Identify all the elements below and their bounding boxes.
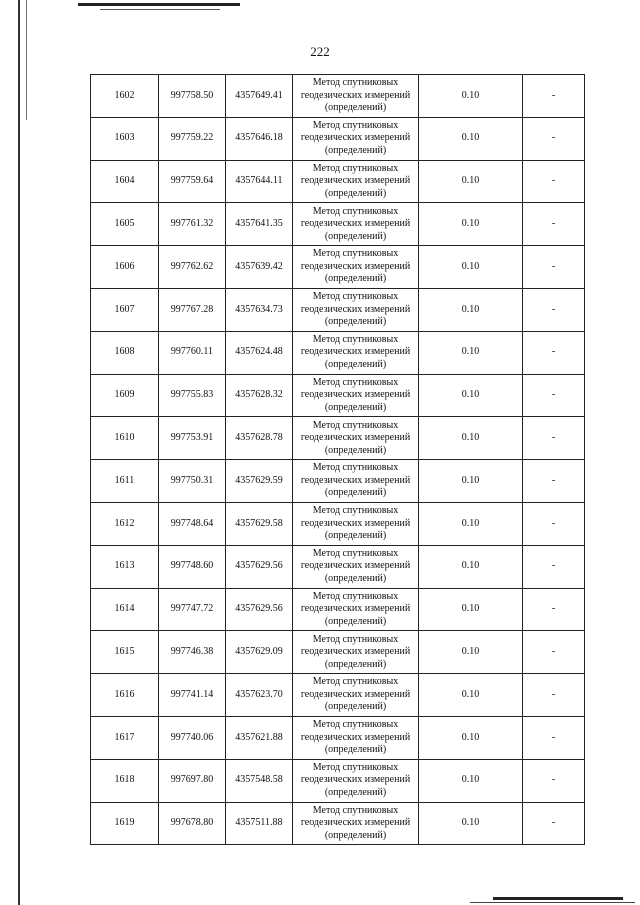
x-coordinate-cell: 997747.72 bbox=[159, 588, 226, 631]
accuracy-cell: 0.10 bbox=[419, 545, 523, 588]
x-coordinate-cell: 997753.91 bbox=[159, 417, 226, 460]
note-cell: - bbox=[523, 716, 585, 759]
method-cell: Метод спутниковых геодезических измерений (определений) bbox=[293, 331, 419, 374]
method-cell: Метод спутниковых геодезических измерений (определений) bbox=[293, 117, 419, 160]
y-coordinate-cell: 4357649.41 bbox=[226, 75, 293, 118]
method-cell: Метод спутниковых геодезических измерений (определений) bbox=[293, 160, 419, 203]
table-row bbox=[91, 331, 585, 374]
note-cell: - bbox=[523, 374, 585, 417]
x-coordinate-cell: 997762.62 bbox=[159, 246, 226, 289]
y-coordinate-cell: 4357629.56 bbox=[226, 588, 293, 631]
method-cell: Метод спутниковых геодезических измерений (определений) bbox=[293, 417, 419, 460]
method-cell: Метод спутниковых геодезических измерений (определений) bbox=[293, 374, 419, 417]
scan-edge-left-thin bbox=[26, 0, 27, 120]
x-coordinate-cell: 997740.06 bbox=[159, 716, 226, 759]
table-row bbox=[91, 759, 585, 802]
y-coordinate-cell: 4357641.35 bbox=[226, 203, 293, 246]
y-coordinate-cell: 4357629.56 bbox=[226, 545, 293, 588]
method-cell: Метод спутниковых геодезических измерений (определений) bbox=[293, 460, 419, 503]
point-number-cell: 1614 bbox=[91, 588, 159, 631]
note-cell: - bbox=[523, 246, 585, 289]
point-number-cell: 1616 bbox=[91, 674, 159, 717]
note-cell: - bbox=[523, 288, 585, 331]
accuracy-cell: 0.10 bbox=[419, 417, 523, 460]
table-row bbox=[91, 545, 585, 588]
y-coordinate-cell: 4357629.58 bbox=[226, 502, 293, 545]
note-cell: - bbox=[523, 545, 585, 588]
note-cell: - bbox=[523, 460, 585, 503]
y-coordinate-cell: 4357644.11 bbox=[226, 160, 293, 203]
x-coordinate-cell: 997678.80 bbox=[159, 802, 226, 845]
note-cell: - bbox=[523, 331, 585, 374]
table-body bbox=[91, 75, 585, 845]
method-cell: Метод спутниковых геодезических измерений (определений) bbox=[293, 203, 419, 246]
scan-edge-top-thin bbox=[100, 9, 220, 10]
accuracy-cell: 0.10 bbox=[419, 288, 523, 331]
y-coordinate-cell: 4357639.42 bbox=[226, 246, 293, 289]
y-coordinate-cell: 4357628.78 bbox=[226, 417, 293, 460]
point-number-cell: 1609 bbox=[91, 374, 159, 417]
note-cell: - bbox=[523, 75, 585, 118]
scan-edge-left bbox=[18, 0, 20, 905]
note-cell: - bbox=[523, 588, 585, 631]
x-coordinate-cell: 997759.22 bbox=[159, 117, 226, 160]
point-number-cell: 1618 bbox=[91, 759, 159, 802]
note-cell: - bbox=[523, 160, 585, 203]
table-row bbox=[91, 203, 585, 246]
point-number-cell: 1603 bbox=[91, 117, 159, 160]
point-number-cell: 1605 bbox=[91, 203, 159, 246]
x-coordinate-cell: 997755.83 bbox=[159, 374, 226, 417]
y-coordinate-cell: 4357621.88 bbox=[226, 716, 293, 759]
point-number-cell: 1602 bbox=[91, 75, 159, 118]
accuracy-cell: 0.10 bbox=[419, 716, 523, 759]
x-coordinate-cell: 997759.64 bbox=[159, 160, 226, 203]
point-number-cell: 1619 bbox=[91, 802, 159, 845]
y-coordinate-cell: 4357624.48 bbox=[226, 331, 293, 374]
x-coordinate-cell: 997741.14 bbox=[159, 674, 226, 717]
method-cell: Метод спутниковых геодезических измерений (определений) bbox=[293, 802, 419, 845]
note-cell: - bbox=[523, 759, 585, 802]
x-coordinate-cell: 997748.64 bbox=[159, 502, 226, 545]
method-cell: Метод спутниковых геодезических измерений (определений) bbox=[293, 288, 419, 331]
x-coordinate-cell: 997746.38 bbox=[159, 631, 226, 674]
point-number-cell: 1610 bbox=[91, 417, 159, 460]
table-row bbox=[91, 374, 585, 417]
y-coordinate-cell: 4357634.73 bbox=[226, 288, 293, 331]
y-coordinate-cell: 4357511.88 bbox=[226, 802, 293, 845]
accuracy-cell: 0.10 bbox=[419, 331, 523, 374]
x-coordinate-cell: 997760.11 bbox=[159, 331, 226, 374]
coordinates-table bbox=[90, 74, 585, 845]
method-cell: Метод спутниковых геодезических измерений (определений) bbox=[293, 502, 419, 545]
point-number-cell: 1612 bbox=[91, 502, 159, 545]
accuracy-cell: 0.10 bbox=[419, 759, 523, 802]
point-number-cell: 1617 bbox=[91, 716, 159, 759]
accuracy-cell: 0.10 bbox=[419, 203, 523, 246]
point-number-cell: 1604 bbox=[91, 160, 159, 203]
method-cell: Метод спутниковых геодезических измерений (определений) bbox=[293, 716, 419, 759]
table-row bbox=[91, 246, 585, 289]
x-coordinate-cell: 997758.50 bbox=[159, 75, 226, 118]
note-cell: - bbox=[523, 117, 585, 160]
accuracy-cell: 0.10 bbox=[419, 674, 523, 717]
accuracy-cell: 0.10 bbox=[419, 631, 523, 674]
table-row bbox=[91, 75, 585, 118]
point-number-cell: 1608 bbox=[91, 331, 159, 374]
x-coordinate-cell: 997767.28 bbox=[159, 288, 226, 331]
table-row bbox=[91, 288, 585, 331]
y-coordinate-cell: 4357623.70 bbox=[226, 674, 293, 717]
method-cell: Метод спутниковых геодезических измерений (определений) bbox=[293, 588, 419, 631]
table-row bbox=[91, 502, 585, 545]
method-cell: Метод спутниковых геодезических измерений (определений) bbox=[293, 759, 419, 802]
table-row bbox=[91, 588, 585, 631]
method-cell: Метод спутниковых геодезических измерений (определений) bbox=[293, 75, 419, 118]
x-coordinate-cell: 997761.32 bbox=[159, 203, 226, 246]
method-cell: Метод спутниковых геодезических измерений (определений) bbox=[293, 545, 419, 588]
y-coordinate-cell: 4357629.59 bbox=[226, 460, 293, 503]
table-row bbox=[91, 631, 585, 674]
table-row bbox=[91, 117, 585, 160]
accuracy-cell: 0.10 bbox=[419, 374, 523, 417]
y-coordinate-cell: 4357629.09 bbox=[226, 631, 293, 674]
scan-edge-bottom bbox=[493, 897, 623, 900]
point-number-cell: 1606 bbox=[91, 246, 159, 289]
y-coordinate-cell: 4357628.32 bbox=[226, 374, 293, 417]
accuracy-cell: 0.10 bbox=[419, 460, 523, 503]
accuracy-cell: 0.10 bbox=[419, 502, 523, 545]
table-row bbox=[91, 460, 585, 503]
x-coordinate-cell: 997697.80 bbox=[159, 759, 226, 802]
point-number-cell: 1615 bbox=[91, 631, 159, 674]
scan-edge-top bbox=[78, 3, 240, 6]
accuracy-cell: 0.10 bbox=[419, 117, 523, 160]
point-number-cell: 1611 bbox=[91, 460, 159, 503]
x-coordinate-cell: 997748.60 bbox=[159, 545, 226, 588]
table-row bbox=[91, 716, 585, 759]
table-row bbox=[91, 160, 585, 203]
scan-edge-bottom-thin bbox=[470, 902, 635, 903]
accuracy-cell: 0.10 bbox=[419, 160, 523, 203]
note-cell: - bbox=[523, 502, 585, 545]
accuracy-cell: 0.10 bbox=[419, 75, 523, 118]
note-cell: - bbox=[523, 203, 585, 246]
point-number-cell: 1613 bbox=[91, 545, 159, 588]
table-row bbox=[91, 674, 585, 717]
accuracy-cell: 0.10 bbox=[419, 588, 523, 631]
accuracy-cell: 0.10 bbox=[419, 802, 523, 845]
method-cell: Метод спутниковых геодезических измерений (определений) bbox=[293, 246, 419, 289]
page-number: 222 bbox=[310, 44, 330, 59]
method-cell: Метод спутниковых геодезических измерений (определений) bbox=[293, 674, 419, 717]
x-coordinate-cell: 997750.31 bbox=[159, 460, 226, 503]
y-coordinate-cell: 4357548.58 bbox=[226, 759, 293, 802]
y-coordinate-cell: 4357646.18 bbox=[226, 117, 293, 160]
method-cell: Метод спутниковых геодезических измерений (определений) bbox=[293, 631, 419, 674]
table-row bbox=[91, 417, 585, 460]
point-number-cell: 1607 bbox=[91, 288, 159, 331]
note-cell: - bbox=[523, 631, 585, 674]
note-cell: - bbox=[523, 674, 585, 717]
note-cell: - bbox=[523, 802, 585, 845]
note-cell: - bbox=[523, 417, 585, 460]
table-row bbox=[91, 802, 585, 845]
accuracy-cell: 0.10 bbox=[419, 246, 523, 289]
